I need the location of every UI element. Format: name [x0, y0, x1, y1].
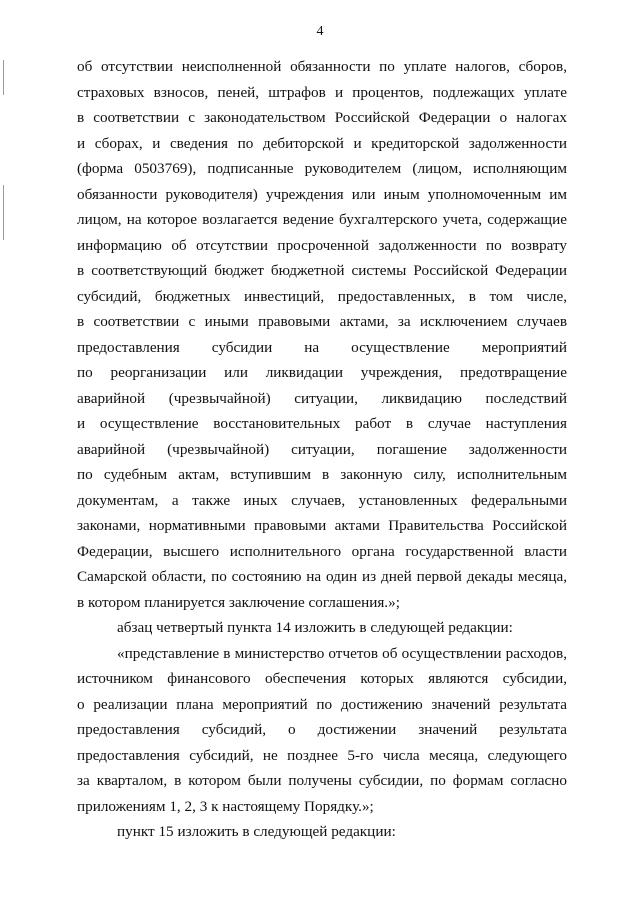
text-line: и сборах, и сведения по дебиторской и кредиторской задолженности: [77, 134, 567, 152]
text-line: Федерации, высшего исполнительного органа государственной власти: [77, 542, 567, 560]
text-line: «представление в министерство отчетов об осуществлении расходов,: [117, 644, 567, 662]
text-line: документам, а также иных случаев, установленных федеральными: [77, 491, 567, 509]
text-line: приложениям 1, 2, 3 к настоящему Порядку.»;: [77, 797, 374, 815]
text-line: субсидий, бюджетных инвестиций, предоставленных, в том числе,: [77, 287, 567, 305]
text-line: в котором планируется заключение соглашения.»;: [77, 593, 400, 611]
text-line: в соответствии с законодательством Российской Федерации о налогах: [77, 109, 567, 126]
text-line: лицом, на которое возлагается ведение бухгалтерского учета, содержащие: [77, 211, 567, 228]
text-line: в соответствии с иными правовыми актами, за исключением случаев: [77, 313, 567, 330]
scan-edge-mark: [3, 60, 4, 95]
text-line: абзац четвертый пункта 14 изложить в следующей редакции:: [117, 619, 513, 636]
page-number: 4: [316, 24, 324, 39]
text-line: по реорганизации или ликвидации учреждения, предотвращение: [77, 364, 567, 381]
text-line: в соответствующий бюджет бюджетной системы Российской Федерации: [77, 262, 567, 279]
text-line: об отсутствии неисполненной обязанности по уплате налогов, сборов,: [77, 58, 567, 75]
text-line: обязанности руководителя) учреждения или иным уполномоченным им: [77, 185, 567, 203]
scan-edge-mark: [3, 185, 4, 240]
text-line: пункт 15 изложить в следующей редакции:: [117, 823, 396, 840]
text-line: предоставления субсидии на осуществление мероприятий: [77, 338, 567, 356]
text-line: по судебным актам, вступившим в законную силу, исполнительным: [77, 466, 567, 483]
text-line: предоставления субсидий, не позднее 5-го числа месяца, следующего: [77, 746, 567, 764]
text-line: и осуществление восстановительных работ в случае наступления: [77, 415, 567, 432]
text-line: о реализации плана мероприятий по достижению значений результата: [77, 695, 567, 713]
text-line: Самарской области, по состоянию на один из дней первой декады месяца,: [77, 568, 567, 585]
text-line: источником финансового обеспечения которых являются субсидии,: [77, 670, 567, 687]
text-line: (форма 0503769), подписанные руководителем (лицом, исполняющим: [77, 160, 567, 177]
text-line: законами, нормативными правовыми актами Правительства Российской: [77, 517, 567, 534]
text-line: за кварталом, в котором были получены субсидии, по формам согласно: [77, 772, 567, 789]
text-line: страховых взносов, пеней, штрафов и процентов, подлежащих уплате: [77, 83, 567, 101]
text-line: аварийной (чрезвычайной) ситуации, погашение задолженности: [77, 440, 567, 458]
text-line: предоставления субсидий, о достижении значений результата: [77, 721, 567, 738]
text-line: аварийной (чрезвычайной) ситуации, ликвидацию последствий: [77, 389, 567, 407]
text-line: информацию об отсутствии просроченной задолженности по возврату: [77, 236, 567, 254]
